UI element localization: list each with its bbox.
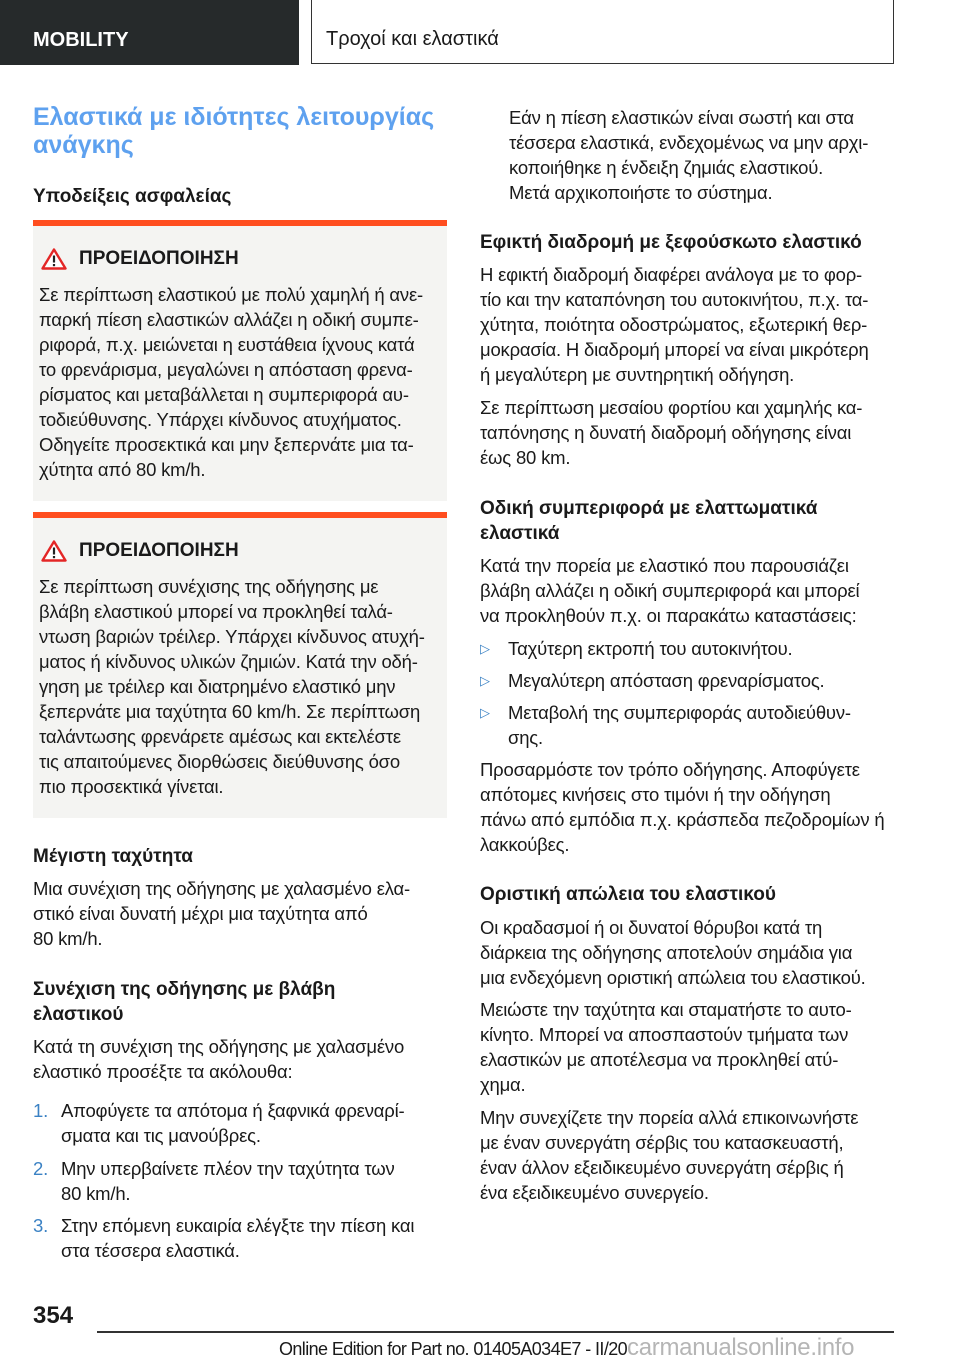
step-number: 3. <box>33 1215 49 1236</box>
step-item <box>33 1213 414 1263</box>
page-title: Ελαστικά με ιδιότητες λειτουργίας ανάγκης <box>33 103 435 159</box>
warning-text: Σε περίπτωση συνέχισης της οδήγησης με βλάβη ελαστικού μπορεί να προκληθεί ταλά- ντωση βαριών τρέιλερ. Υπάρχει κίνδυνος ατυχή- ματος ή κίνδυνος υλικών ζημιών. Κατά την οδή- γηση με τρέιλερ και διατρημένο ελαστικό μην ξεπερνάτε μια ταχύτητα 60 km/h. Σε περίπτωση ταλάντωσης φρενάρετε αμέσως και εκτελέστε τις απαιτούμενες διορθώσεις διεύθυνσης όσο πιο προσεκτικά γίνεται. <box>39 576 425 797</box>
step-number: 2. <box>33 1158 49 1179</box>
step-item <box>33 1098 404 1148</box>
step-text: Μην υπερβαίνετε πλέον την ταχύτητα των 80 km/h. <box>61 1158 395 1204</box>
bullet-text: Μεταβολή της συμπεριφοράς αυτοδιεύθυν- σης. <box>508 702 851 748</box>
loss-heading: Οριστική απώλεια του ελαστικού <box>480 884 776 905</box>
bullet-text: Ταχύτερη εκτροπή του αυτοκινήτου. <box>508 638 793 659</box>
behavior-heading: Οδική συμπεριφορά με ελαττωματικά ελαστικά <box>480 498 818 544</box>
range-paragraph: Σε περίπτωση μεσαίου φορτίου και χαμηλής κα- ταπόνησης η δυνατή διαδρομή οδήγησης είναι έως 80 km. <box>480 397 863 468</box>
behavior-paragraph: Κατά την πορεία με ελαστικό που παρουσιάζει βλάβη αλλάζει η οδική συμπεριφορά και μπορεί να προκληθούν π.χ. οι παρακάτω καταστάσεις: <box>480 555 860 626</box>
behavior-paragraph: Προσαρμόστε τον τρόπο οδήγησης. Αποφύγετε απότομες κινήσεις στο τιμόνι ή την οδήγηση πάνω από εμπόδια π.χ. κράσπεδα πεζοδρομίων ή λακκούβες. <box>480 759 885 855</box>
continue-text: Κατά τη συνέχιση της οδήγησης με χαλασμένο ελαστικό προσέξτε τα ακόλουθα: <box>33 1036 405 1082</box>
footer-divider <box>97 1331 894 1333</box>
warning-label: ΠΡΟΕΙΔΟΠΟΙΗΣΗ <box>79 248 239 269</box>
step-number: 1. <box>33 1100 49 1121</box>
warning-triangle-icon <box>41 248 67 270</box>
step-text: Στην επόμενη ευκαιρία ελέγξτε την πίεση και στα τέσσερα ελαστικά. <box>61 1215 415 1261</box>
warning-label: ΠΡΟΕΙΔΟΠΟΙΗΣΗ <box>79 540 239 561</box>
triangle-right-icon: ▷ <box>480 673 490 688</box>
max-speed-text: Μια συνέχιση της οδήγησης με χαλασμένο ελα- στικό είναι δυνατή μέχρι μια ταχύτητα από 80 km/h. <box>33 878 410 949</box>
watermark: carmanualsonline.info <box>627 1334 855 1361</box>
range-paragraph: Η εφικτή διαδρομή διαφέρει ανάλογα με το φορ- τίο και την καταπόνηση του αυτοκινήτου, π.χ. τα- χύτητα, ποιότητα οδοστρώματος, εξωτερική θερ- μοκρασία. Η διαδρομή μπορεί να είναι μικρότερη ή μεγαλύτερη με συντηρητική οδήγηση. <box>480 264 869 385</box>
step-item <box>33 1156 395 1206</box>
bullet-item <box>480 636 792 661</box>
triangle-right-icon: ▷ <box>480 641 490 656</box>
range-heading: Εφικτή διαδρομή με ξεφούσκωτο ελαστικό <box>480 232 862 253</box>
warning-triangle-icon <box>41 540 67 562</box>
continue-heading: Συνέχιση της οδήγησης με βλάβη ελαστικού <box>33 979 336 1025</box>
bullet-item <box>480 700 851 750</box>
loss-paragraph: Οι κραδασμοί ή οι δυνατοί θόρυβοι κατά τη διάρκεια της οδήγησης αποτελούν σημάδια για μια ενδεχόμενη οριστική απώλεια του ελαστικού. <box>480 917 866 988</box>
section-label: MOBILITY <box>33 29 129 51</box>
step-text: Αποφύγετε τα απότομα ή ξαφνικά φρεναρί- σματα και τις μανούβρες. <box>61 1100 405 1146</box>
chapter-label: Τροχοί και ελαστικά <box>326 28 499 50</box>
triangle-right-icon: ▷ <box>480 705 490 720</box>
loss-paragraph: Μην συνεχίζετε την πορεία αλλά επικοινωνήστε με έναν συνεργάτη σέρβις του κατασκευαστή, έναν άλλον εξειδικευμένο συνεργάτη σέρβις ή ένα εξειδικευμένο συνεργείο. <box>480 1107 859 1203</box>
bullet-item <box>480 668 825 693</box>
loss-paragraph: Μειώστε την ταχύτητα και σταματήστε το αυτο- κίνητο. Μπορεί να αποσπαστούν τμήματα των ελαστικών με αποτέλεσμα να προκληθεί ατύ- χημα. <box>480 999 852 1095</box>
bullet-text: Μεγαλύτερη απόσταση φρεναρίσματος. <box>508 670 825 691</box>
edition-text: Online Edition for Part no. 01405A034E7 - II/20 <box>279 1339 628 1359</box>
safety-heading: Υποδείξεις ασφαλείας <box>33 186 232 207</box>
page-number: 354 <box>33 1302 74 1329</box>
max-speed-heading: Μέγιστη ταχύτητα <box>33 846 193 867</box>
warning-box <box>33 220 447 501</box>
chapter-tab <box>311 0 894 64</box>
step-continuation: Εάν η πίεση ελαστικών είναι σωστή και στα τέσσερα ελαστικά, ενδεχομένως να μην αρχι- κοποιήθηκε η ένδειξη ζημιάς ελαστικού. Μετά αρχικοποιήστε το σύστημα. <box>509 107 869 203</box>
warning-box <box>33 512 447 818</box>
footer <box>279 1334 854 1362</box>
warning-text: Σε περίπτωση ελαστικού με πολύ χαμηλή ή ανε- παρκή πίεση ελαστικών αλλάζει η οδική συμπε- ριφορά, π.χ. μειώνεται η ευστάθεια ίχνους κατά το φρενάρισμα, μεγαλώνει η απόσταση φρενα- ρίσματος και μεταβάλλεται η συμπεριφορά αυ- τοδιεύθυνσης. Υπάρχει κίνδυνος ατυχήματος. Οδηγείτε προσεκτικά και μην ξεπερνάτε μια τα- χύτητα από 80 km/h. <box>39 284 423 480</box>
section-tab <box>0 0 299 65</box>
